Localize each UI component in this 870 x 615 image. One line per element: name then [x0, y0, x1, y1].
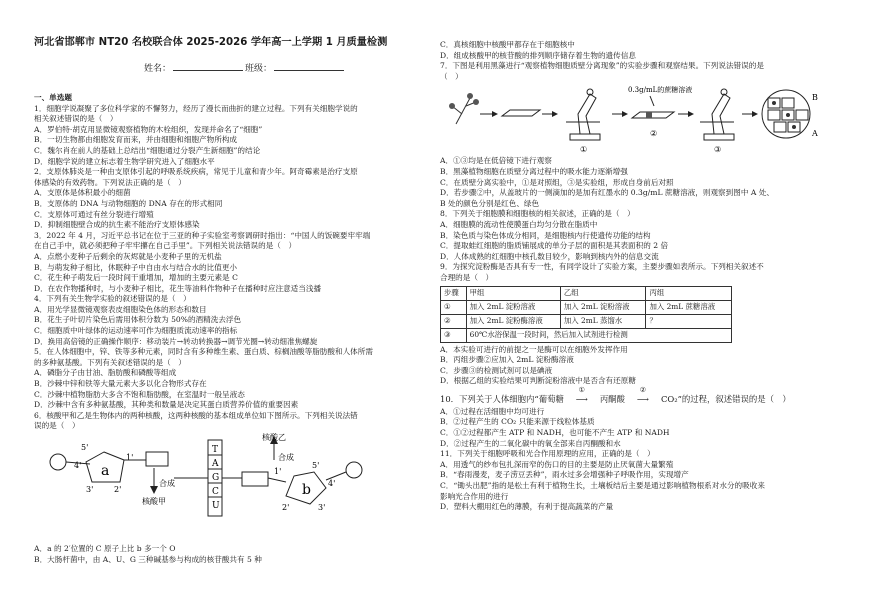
left-line-0: 1．细胞学说凝聚了多位科学家的不懈努力，经历了漫长而曲折的建立过程。下列有关细胞学说的: [34, 103, 358, 113]
left-line-21: C．细胞质中叶绿体的运动速率可作为细胞质流动速率的指标: [34, 326, 238, 336]
arrowhead-synth-left: [150, 486, 158, 494]
bond-right: [326, 472, 346, 480]
name-label: 姓名：: [144, 64, 172, 74]
right-top-lines: [440, 40, 840, 82]
table-cell: ①: [441, 300, 467, 314]
table-header-cell: 步骤: [441, 286, 467, 300]
student-info-line: [144, 62, 434, 75]
left-line-14: A．点燃小麦种子后剩余的灰烬就是小麦种子里的无机盐: [34, 251, 222, 261]
left-line-4: C．魏尔肖在前人的基础上总结出“细胞通过分裂产生新细胞”的结论: [34, 145, 261, 155]
right-bottom-line-3: D．②过程产生的二氧化碳中的氧全部来自丙酮酸和水: [440, 438, 621, 448]
right-column: [440, 40, 840, 513]
region-a-label: A: [812, 129, 818, 139]
label-nucleic-a: 核酸甲: [142, 497, 166, 506]
right-bottom-line-5: A．用透气的纱布包扎深而窄的伤口的目的主要是防止厌氧菌大量繁殖: [440, 459, 674, 469]
experiment-table: [440, 286, 732, 343]
q10-arrow-2: ② ⟶: [625, 391, 661, 407]
right-after-table-line-2: C．步骤③的检测试剂可以是碘液: [440, 365, 553, 375]
left-line-3: B．一切生物都由细胞发育而来，并由细胞和细胞产物所构成: [34, 135, 238, 145]
nucleotide-diagram: [34, 432, 434, 544]
left-line-12: 3．2022 年 4 月，习近平总书记在位于三亚的种子实验室考察调研时指出：“中国人的饭碗要牢牢端: [34, 230, 371, 240]
right-top-line-2: 7．下图是利用黑藻进行“观察植物细胞质壁分离现象”的实验步骤和观察结果。下列说法错误的是: [440, 61, 764, 71]
q10-mid: 丙酮酸: [599, 393, 625, 404]
label-1prime-right: 1': [274, 467, 282, 476]
base-letter: G: [212, 473, 220, 483]
left-line-7: 体感染的有效药物。下列说法正确的是（ ）: [34, 177, 186, 187]
label-1prime-left: 1': [126, 453, 134, 462]
cell-grid: [768, 98, 808, 132]
microscope-icon-1: [566, 89, 600, 140]
table-cell: 加入 2mL 淀粉溶液: [560, 300, 646, 314]
right-bottom-line-8: 影响光合作用的进行: [440, 491, 509, 501]
left-line-23: 5．在人体细胞中，锌、铁等多种元素，同时含有多种维生素、蛋白质、棕榈油酸等脂肪酸和人体所需: [34, 347, 373, 357]
left-line-28: D．沙棘中含有多种氨基酸，其种类和数量是决定其蛋白质营养价值的重要因素: [34, 400, 299, 410]
arrowhead-5: [752, 111, 758, 117]
arrowhead-4: [688, 111, 694, 117]
left-line-11: D．抑制细胞壁合成的抗生素不能治疗支原体感染: [34, 220, 200, 230]
left-line-29: 6．核酸甲和乙是生物体内的两种核酸，这两种核酸的基本组成单位如下图所示。下列相关说法错: [34, 410, 358, 420]
table-header-cell: 甲组: [466, 286, 560, 300]
right-mid-line-7: B．染色质与染色体成分相同，是细胞核内行使遗传功能的结构: [440, 230, 651, 240]
table-cell: 加入 2mL 蔗糖溶液: [646, 300, 732, 314]
right-bottom-line-6: B．“春雨漫麦，麦子涝豆丢种”，雨水过多会增强种子呼吸作用，实现增产: [440, 470, 689, 480]
left-line-9: B．支原体的 DNA 与动物细胞的 DNA 存在的形式相同: [34, 198, 223, 208]
base-box-right: [242, 472, 268, 486]
left-line-19: A．用光学显微镜观察表皮细胞染色体的形态和数目: [34, 304, 207, 314]
table-row: [441, 300, 732, 314]
right-after-table-line-0: A．本实验可进行的前提之一是酶可以在细胞外发挥作用: [440, 344, 628, 354]
left-line-8: A．支原体是体积最小的细菌: [34, 188, 131, 198]
right-mid-line-10: 9．为探究淀粉酶是否具有专一性，有同学设计了实验方案，主要步骤如表所示。下列相关叙述不: [440, 262, 764, 272]
table-header-cell: 乙组: [560, 286, 646, 300]
right-mid-line-8: C．提取蛙红细胞的脂质铺展成的单分子层的面积是其表面积的 2 倍: [440, 241, 669, 251]
q10-co2: CO₂: [660, 393, 678, 404]
table-header-row: [441, 286, 732, 300]
plant-icon: [449, 93, 479, 124]
base-letter: A: [212, 459, 219, 469]
right-mid-line-5: 8．下列关于细胞膜和细胞核的相关叙述，正确的是（ ）: [440, 209, 635, 219]
left-line-22: D．换用高倍镜的正确操作顺序：移动装片→转动转换器→调节光圈→转动细准焦螺旋: [34, 336, 318, 346]
right-mid-line-3: D．若步骤②中，从盖玻片的一侧滴加的是加有红墨水的 0.3g/mL 蔗糖溶液，则观察到图中 A 处、: [440, 188, 774, 198]
left-line-2: A．罗伯特·胡克用显微镜观察植物的木栓组织，发现并命名了“细胞”: [34, 124, 263, 134]
filter-paper: [646, 112, 652, 118]
phosphate-circle-left: [50, 454, 66, 470]
label-2prime-left: 2': [114, 485, 122, 494]
right-bottom-lines: [440, 407, 840, 513]
right-mid-line-1: B．黑藻植物细胞在质壁分离过程中的吸水能力逐渐增强: [440, 166, 628, 176]
label-3prime-right: 3': [318, 503, 326, 512]
right-bottom-line-9: D．塑料大棚用红色的薄膜，有利于提高蔬菜的产量: [440, 502, 614, 512]
q10-arrow-2-label: ②: [639, 385, 647, 394]
left-after-line-1: B．大肠杆菌中，由 A、U、G 三种碱基参与构成的核苷酸共有 5 种: [34, 554, 262, 564]
right-mid-line-2: C．在质壁分离实验中，①是对照组，③是实验组，形成自身前后对照: [440, 177, 674, 187]
label-4prime-left: 4': [74, 461, 82, 470]
left-line-17: D．在农作物播种时，与小麦种子相比，花生等油料作物种子在播种时应注意适当浅播: [34, 283, 322, 293]
left-line-13: 在自己手中，就必须把种子牢牢攥在自己手里”。下列相关说法错误的是（ ）: [34, 241, 297, 251]
right-bottom-line-7: C．“锄头出肥”指的是松土有利于植物生长，土壤板结后主要是通过影响植物根系对水分的吸收来: [440, 481, 765, 491]
class-label: 班级：: [245, 64, 273, 74]
slide-1: [502, 110, 540, 116]
phosphate-circle-right: [346, 462, 362, 478]
left-question-lines: [34, 104, 434, 432]
left-line-30: 误的是（ ）: [34, 421, 80, 431]
left-line-5: D．细胞学说的建立标志着生物学研究进入了细胞水平: [34, 156, 215, 166]
section-heading: 一、单选题: [34, 93, 72, 102]
label-5prime-left: 5': [81, 443, 89, 452]
q10-arrow-1: ① ⟶: [564, 391, 600, 407]
right-mid-line-11: 合理的是（ ）: [440, 272, 494, 282]
q10-line: [440, 385, 840, 407]
base-letter: U: [212, 501, 220, 511]
arrowhead-1: [492, 111, 498, 117]
table-cell: 60℃水浴保温一段时间，然后加入试剂进行检测: [466, 328, 731, 342]
right-after-table-lines: [440, 345, 840, 387]
table-cell: 加入 2mL 淀粉酶溶液: [466, 314, 560, 328]
step-1-label: ①: [580, 145, 588, 155]
table-cell: ？: [646, 314, 732, 328]
left-line-10: C．支原体可通过有丝分裂进行增殖: [34, 209, 154, 219]
table-row: [441, 314, 732, 328]
right-after-table-line-1: B．丙组步骤②应加入 2mL 淀粉酶溶液: [440, 355, 574, 365]
class-blank[interactable]: [274, 62, 344, 71]
left-after-line-0: A．a 的 2′位置的 C 原子上比 b 多一个 O: [34, 544, 176, 553]
left-line-24: 的多种氨基酸。下列有关叙述错误的是（ ）: [34, 357, 186, 367]
table-cell: 加入 2mL 淀粉溶液: [466, 300, 560, 314]
step-3-label: ③: [714, 145, 722, 155]
table-row: [441, 328, 732, 342]
left-after-figure-lines: [34, 544, 434, 565]
arrowhead-2: [552, 111, 558, 117]
right-mid-line-4: B 处的颜色分别是红色、绿色: [440, 198, 540, 208]
microscope-figure: [440, 84, 840, 154]
right-top-line-3: （ ）: [440, 71, 463, 81]
nucleotide-figure: [34, 432, 434, 544]
arrowhead-3: [622, 111, 628, 117]
label-4prime-right: 4': [328, 479, 336, 488]
step-2-label: ②: [650, 129, 658, 139]
table-cell: ②: [441, 314, 467, 328]
q10-suffix: ”的过程，叙述错误的是（ ）: [677, 393, 791, 404]
right-bottom-line-4: 11．下列关于细胞呼吸和光合作用原理的应用，正确的是（ ）: [440, 449, 655, 459]
sugar-b-label: b: [302, 482, 311, 498]
base-letter: T: [212, 445, 219, 455]
plasmolysis-procedure: [440, 84, 840, 154]
right-mid-line-6: A．细胞膜的流动性使膜蛋白均匀分散在脂质中: [440, 219, 598, 229]
label-3prime-left: 3': [86, 485, 94, 494]
right-mid-line-9: D．人体成熟的红细胞中核孔数目较少，影响到核内外的信息交流: [440, 251, 659, 261]
right-mid-line-0: A．①③均是在低倍镜下进行观察: [440, 156, 552, 166]
left-line-26: B．沙棘中锌和铁等大量元素大多以化合物形式存在: [34, 379, 207, 389]
table-cell: 加入 2mL 蒸馏水: [560, 314, 646, 328]
label-synth-left: 合成: [159, 479, 175, 488]
left-column: [34, 36, 434, 565]
label-nucleic-b: 核酸乙: [262, 433, 286, 442]
left-line-18: 4．下列有关生物学实验的叙述错误的是（ ）: [34, 294, 191, 304]
right-mid-lines: [440, 156, 840, 283]
right-bottom-line-2: C．①②过程都产生 ATP 和 NADH，也可能不产生 ATP 和 NADH: [440, 428, 670, 438]
left-line-1: 相关叙述错误的是（ ）: [34, 114, 118, 124]
sucrose-solution-label: 0.3g/mL的蔗糖溶液: [628, 86, 693, 95]
dropper: [650, 96, 654, 106]
region-b-label: B: [812, 93, 818, 103]
left-line-25: A．磷脂分子由甘油、脂肪酸和磷酸等组成: [34, 368, 177, 378]
left-line-20: B．花生子叶切片染色后需用体积分数为 50%的酒精洗去浮色: [34, 315, 242, 325]
base-box-left: [146, 452, 168, 466]
label-synth-right: 合成: [278, 453, 294, 462]
base-bond-right: [268, 478, 286, 482]
right-bottom-line-1: B．②过程产生的 CO₂ 只能来源于线粒体基质: [440, 417, 595, 427]
sugar-a-label: a: [101, 463, 110, 479]
right-bottom-line-0: A．①过程在活细胞中均可进行: [440, 406, 545, 416]
left-line-16: C．花生种子萌发后一段时间干重增加，增加的主要元素是 C: [34, 273, 238, 283]
microscope-icon-2: [700, 89, 734, 140]
table-cell: ③: [441, 328, 467, 342]
q10-prefix: 10．下列关于人体细胞内“葡萄糖: [440, 393, 564, 404]
left-line-27: C．沙棘中植物脂肪大多含不饱和脂肪酸，在室温时一般呈液态: [34, 389, 245, 399]
page-title: 河北省邯郸市 NT20 名校联合体 2025-2026 学年高一上学期 1 月质量检测: [34, 37, 388, 48]
label-2prime-right: 2': [282, 503, 290, 512]
name-blank[interactable]: [173, 62, 243, 71]
base-letter: C: [212, 487, 219, 497]
right-top-line-0: C．真核细胞中核酸甲都存在于细胞核中: [440, 40, 575, 49]
right-after-table-line-3: D．根据乙组的实验结果可判断淀粉溶液中是否含有还原糖: [440, 376, 636, 386]
slide-2: [632, 112, 674, 118]
label-5prime-right: 5': [312, 461, 320, 470]
q10-arrow-1-label: ①: [578, 385, 585, 394]
table-header-cell: 丙组: [646, 286, 732, 300]
right-top-line-1: D．组成核酸甲的核苷酸的排列顺序储存着生物的遗传信息: [440, 50, 636, 60]
left-line-6: 2．支原体肺炎是一种由支原体引起的呼吸系统疾病，常见于儿童和青少年。阿奇霉素是治疗支原: [34, 167, 358, 177]
left-line-15: B．与萌发种子相比，休眠种子中自由水与结合水的比值更小: [34, 262, 238, 272]
